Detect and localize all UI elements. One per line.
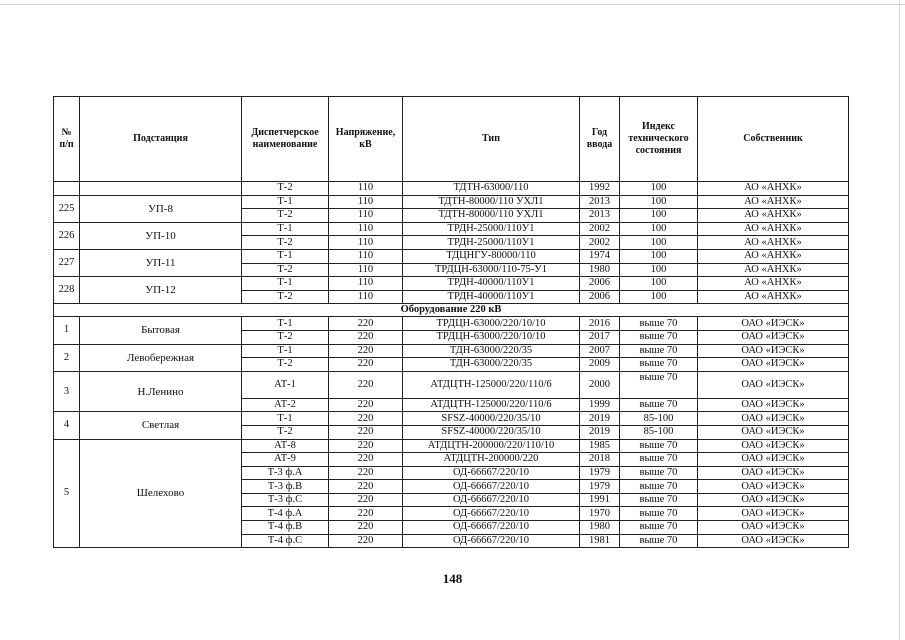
table-header-row (54, 97, 849, 182)
cell-type: ОД-66667/220/10 (403, 466, 580, 480)
cell-index: выше 70 (620, 358, 698, 372)
cell-voltage: 220 (329, 317, 403, 331)
section-header-row (54, 304, 849, 317)
cell-type: АТДЦТН-125000/220/110/6 (403, 371, 580, 398)
cell-type: АТДЦТН-200000/220 (403, 453, 580, 467)
cell-num: 5 (54, 439, 80, 548)
cell-type: ОД-66667/220/10 (403, 521, 580, 535)
page-edge (899, 0, 900, 640)
cell-year: 2016 (580, 317, 620, 331)
cell-dispatch: Т-3 ф.А (242, 466, 329, 480)
cell-dispatch: АТ-1 (242, 371, 329, 398)
cell-type: ТРДН-40000/110У1 (403, 277, 580, 291)
cell-index: выше 70 (620, 439, 698, 453)
cell-owner: ОАО «ИЭСК» (698, 425, 849, 439)
cell-index: 100 (620, 209, 698, 223)
cell-dispatch: Т-1 (242, 317, 329, 331)
cell-voltage: 110 (329, 277, 403, 291)
cell-type: ТДН-63000/220/35 (403, 358, 580, 372)
cell-index: выше 70 (620, 330, 698, 344)
cell-owner: ОАО «ИЭСК» (698, 453, 849, 467)
table-row (54, 195, 849, 209)
cell-dispatch: Т-1 (242, 412, 329, 426)
table-row (54, 222, 849, 236)
cell-voltage: 220 (329, 425, 403, 439)
cell-dispatch: АТ-9 (242, 453, 329, 467)
cell-type: ТДТН-80000/110 УХЛ1 (403, 195, 580, 209)
cell-type: SFSZ-40000/220/35/10 (403, 425, 580, 439)
cell-num: 228 (54, 277, 80, 304)
cell-num: 1 (54, 317, 80, 344)
cell-dispatch: Т-2 (242, 182, 329, 196)
cell-owner: ОАО «ИЭСК» (698, 480, 849, 494)
cell-voltage: 220 (329, 521, 403, 535)
cell-year: 2000 (580, 371, 620, 398)
section-title: Оборудование 220 кВ (54, 304, 849, 317)
cell-type: ОД-66667/220/10 (403, 480, 580, 494)
cell-dispatch: Т-2 (242, 425, 329, 439)
table-row (54, 317, 849, 331)
cell-index: выше 70 (620, 398, 698, 412)
cell-index: 100 (620, 195, 698, 209)
cell-dispatch: АТ-2 (242, 398, 329, 412)
cell-owner: ОАО «ИЭСК» (698, 330, 849, 344)
cell-dispatch: Т-2 (242, 236, 329, 250)
cell-year: 1979 (580, 480, 620, 494)
cell-index: 100 (620, 277, 698, 291)
cell-voltage: 110 (329, 222, 403, 236)
cell-type: SFSZ-40000/220/35/10 (403, 412, 580, 426)
cell-dispatch: Т-2 (242, 358, 329, 372)
cell-dispatch: Т-2 (242, 263, 329, 277)
cell-type: АТДЦТН-125000/220/110/6 (403, 398, 580, 412)
cell-index: выше 70 (620, 317, 698, 331)
cell-substation: УП-11 (80, 249, 242, 276)
cell-year: 1985 (580, 439, 620, 453)
cell-index: 100 (620, 290, 698, 304)
cell-owner: ОАО «ИЭСК» (698, 534, 849, 548)
cell-index: 85-100 (620, 425, 698, 439)
cell-voltage: 220 (329, 371, 403, 398)
cell-dispatch: АТ-8 (242, 439, 329, 453)
cell-num: 4 (54, 412, 80, 439)
cell-owner: АО «АНХК» (698, 290, 849, 304)
cell-owner: ОАО «ИЭСК» (698, 358, 849, 372)
cell-num (54, 182, 80, 196)
cell-substation: УП-12 (80, 277, 242, 304)
cell-year: 2019 (580, 425, 620, 439)
cell-voltage: 110 (329, 209, 403, 223)
table-row (54, 412, 849, 426)
cell-year: 2002 (580, 236, 620, 250)
cell-num: 226 (54, 222, 80, 249)
cell-type: ОД-66667/220/10 (403, 534, 580, 548)
cell-year: 2019 (580, 412, 620, 426)
cell-type: ОД-66667/220/10 (403, 493, 580, 507)
cell-owner: ОАО «ИЭСК» (698, 466, 849, 480)
page-number: 148 (442, 571, 463, 586)
cell-owner: АО «АНХК» (698, 182, 849, 196)
cell-owner: ОАО «ИЭСК» (698, 521, 849, 535)
table-row (54, 277, 849, 291)
cell-type: ТРДН-40000/110У1 (403, 290, 580, 304)
cell-year: 2018 (580, 453, 620, 467)
cell-voltage: 220 (329, 398, 403, 412)
cell-voltage: 220 (329, 439, 403, 453)
cell-substation: УП-8 (80, 195, 242, 222)
table-row (54, 439, 849, 453)
cell-num: 3 (54, 371, 80, 412)
cell-owner: ОАО «ИЭСК» (698, 344, 849, 358)
cell-owner: АО «АНХК» (698, 236, 849, 250)
cell-year: 1980 (580, 521, 620, 535)
cell-dispatch: Т-4 ф.В (242, 521, 329, 535)
header-owner: Собственник (698, 97, 849, 182)
cell-dispatch: Т-2 (242, 290, 329, 304)
cell-dispatch: Т-1 (242, 277, 329, 291)
cell-owner: АО «АНХК» (698, 209, 849, 223)
cell-owner: АО «АНХК» (698, 277, 849, 291)
header-year: Год ввода (580, 97, 620, 182)
cell-year: 2006 (580, 290, 620, 304)
cell-year: 1992 (580, 182, 620, 196)
cell-type: ОД-66667/220/10 (403, 507, 580, 521)
cell-index: выше 70 (620, 480, 698, 494)
cell-dispatch: Т-1 (242, 249, 329, 263)
cell-owner: АО «АНХК» (698, 222, 849, 236)
table-row (54, 249, 849, 263)
header-type: Тип (403, 97, 580, 182)
cell-substation: УП-10 (80, 222, 242, 249)
cell-type: ТДТН-63000/110 (403, 182, 580, 196)
header-voltage: Напряжение, кВ (329, 97, 403, 182)
page-edge (0, 4, 905, 5)
cell-index: 100 (620, 222, 698, 236)
cell-type: ТРДЦН-63000/220/10/10 (403, 317, 580, 331)
cell-dispatch: Т-4 ф.С (242, 534, 329, 548)
cell-voltage: 110 (329, 236, 403, 250)
cell-voltage: 220 (329, 453, 403, 467)
cell-year: 1979 (580, 466, 620, 480)
cell-dispatch: Т-4 ф.А (242, 507, 329, 521)
cell-substation: Н.Ленино (80, 371, 242, 412)
header-dispatch-name: Диспетчерское наименование (242, 97, 329, 182)
cell-year: 2006 (580, 277, 620, 291)
cell-substation: Светлая (80, 412, 242, 439)
cell-index: выше 70 (620, 371, 698, 398)
cell-voltage: 220 (329, 480, 403, 494)
cell-voltage: 220 (329, 466, 403, 480)
cell-dispatch: Т-3 ф.С (242, 493, 329, 507)
cell-voltage: 220 (329, 534, 403, 548)
cell-type: ТРДЦН-63000/220/10/10 (403, 330, 580, 344)
cell-type: ТРДН-25000/110У1 (403, 236, 580, 250)
cell-year: 1991 (580, 493, 620, 507)
cell-index: выше 70 (620, 453, 698, 467)
cell-index: выше 70 (620, 466, 698, 480)
table-row (54, 371, 849, 398)
cell-owner: ОАО «ИЭСК» (698, 398, 849, 412)
cell-year: 2002 (580, 222, 620, 236)
cell-index: 85-100 (620, 412, 698, 426)
cell-owner: ОАО «ИЭСК» (698, 412, 849, 426)
cell-dispatch: Т-2 (242, 209, 329, 223)
cell-type: ТРДН-25000/110У1 (403, 222, 580, 236)
cell-substation: Бытовая (80, 317, 242, 344)
cell-voltage: 110 (329, 263, 403, 277)
cell-index: 100 (620, 182, 698, 196)
table-row (54, 344, 849, 358)
cell-index: выше 70 (620, 493, 698, 507)
cell-index: 100 (620, 263, 698, 277)
cell-owner: АО «АНХК» (698, 195, 849, 209)
cell-substation: Левобережная (80, 344, 242, 371)
cell-index: выше 70 (620, 507, 698, 521)
cell-owner: ОАО «ИЭСК» (698, 493, 849, 507)
cell-voltage: 110 (329, 290, 403, 304)
header-index: Индекс технического состояния (620, 97, 698, 182)
cell-dispatch: Т-1 (242, 222, 329, 236)
cell-type: ТДН-63000/220/35 (403, 344, 580, 358)
cell-index: 100 (620, 236, 698, 250)
cell-year: 1999 (580, 398, 620, 412)
equipment-table (53, 96, 849, 548)
cell-owner: АО «АНХК» (698, 263, 849, 277)
cell-year: 1981 (580, 534, 620, 548)
cell-year: 2013 (580, 209, 620, 223)
cell-type: ТДЦНГУ-80000/110 (403, 249, 580, 263)
cell-owner: ОАО «ИЭСК» (698, 507, 849, 521)
cell-voltage: 220 (329, 507, 403, 521)
cell-year: 2007 (580, 344, 620, 358)
cell-year: 1974 (580, 249, 620, 263)
cell-type: АТДЦТН-200000/220/110/10 (403, 439, 580, 453)
header-substation: Подстанция (80, 97, 242, 182)
cell-owner: ОАО «ИЭСК» (698, 371, 849, 398)
cell-year: 2013 (580, 195, 620, 209)
cell-owner: ОАО «ИЭСК» (698, 439, 849, 453)
cell-voltage: 110 (329, 195, 403, 209)
cell-owner: ОАО «ИЭСК» (698, 317, 849, 331)
cell-num: 2 (54, 344, 80, 371)
cell-num: 227 (54, 249, 80, 276)
cell-index: 100 (620, 249, 698, 263)
cell-owner: АО «АНХК» (698, 249, 849, 263)
header-num: № п/п (54, 97, 80, 182)
cell-substation (80, 182, 242, 196)
cell-dispatch: Т-1 (242, 195, 329, 209)
cell-index: выше 70 (620, 344, 698, 358)
cell-dispatch: Т-3 ф.В (242, 480, 329, 494)
cell-voltage: 220 (329, 330, 403, 344)
cell-voltage: 220 (329, 344, 403, 358)
cell-year: 2017 (580, 330, 620, 344)
cell-voltage: 220 (329, 358, 403, 372)
cell-year: 1980 (580, 263, 620, 277)
cell-voltage: 220 (329, 493, 403, 507)
cell-type: ТДТН-80000/110 УХЛ1 (403, 209, 580, 223)
table-row (54, 182, 849, 196)
cell-index: выше 70 (620, 521, 698, 535)
cell-year: 1970 (580, 507, 620, 521)
cell-dispatch: Т-1 (242, 344, 329, 358)
cell-voltage: 110 (329, 249, 403, 263)
cell-voltage: 220 (329, 412, 403, 426)
cell-dispatch: Т-2 (242, 330, 329, 344)
cell-year: 2009 (580, 358, 620, 372)
cell-substation: Шелехово (80, 439, 242, 548)
cell-num: 225 (54, 195, 80, 222)
cell-index: выше 70 (620, 534, 698, 548)
cell-type: ТРДЦН-63000/110-75-У1 (403, 263, 580, 277)
cell-voltage: 110 (329, 182, 403, 196)
